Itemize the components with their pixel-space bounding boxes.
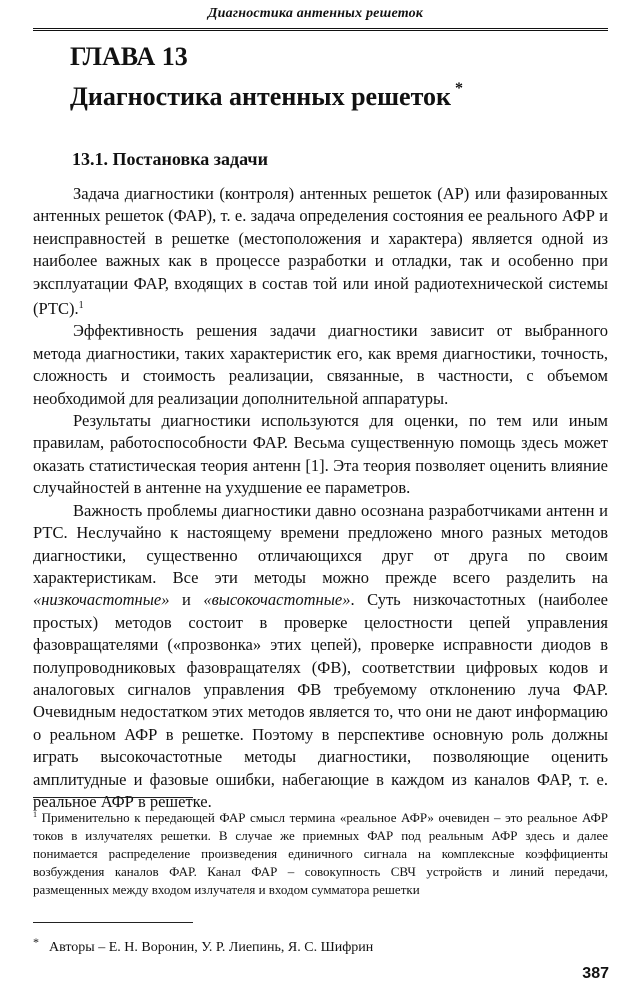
paragraph-4 xyxy=(33,500,608,814)
footnote-1 xyxy=(33,806,608,899)
paragraph-4-and: и xyxy=(169,590,204,610)
section-title: 13.1. Постановка задачи xyxy=(72,149,268,169)
term-high-frequency: «высокочастотные» xyxy=(203,590,351,610)
header-rule xyxy=(33,28,608,31)
chapter-title-text: Диагностика антенных решеток xyxy=(70,82,451,111)
authors-footnote xyxy=(33,932,608,958)
authors-text: Авторы – Е. Н. Воронин, У. Р. Лиепинь, Я. С. Шифрин xyxy=(49,940,374,955)
page-number: 387 xyxy=(582,965,609,982)
footnote-1-text: Применительно к передающей ФАР смысл термина «реальное АФР» очевиден – это реальное АФР токов в излучателях решетки. В случае же приемных ФАР под реальным АФР здесь и далее понимается распределение произведения единичного сигнала на комплексные коэффициенты возбуждения каналов ФАР. Канал ФАР – совокупность СВЧ устройств и линий передачи, размещенных между входом излучателя и входом сумматора решетки xyxy=(33,810,609,897)
paragraph-4-text-before: Важность проблемы диагностики давно осознана разработчиками антенн и РТС. Неслучайно к настоящему времени предложено много разных методов диагностики, существенно отличающихся друг от друга по своим характеристикам. Все эти методы можно прежде всего разделить на xyxy=(33,500,608,587)
running-header: Диагностика антенных решеток xyxy=(207,6,424,21)
paragraph-2: Эффективность решения задачи диагностики зависит от выбранного метода диагностики, таких характеристик его, как время диагностики, точность, сложность и стоимость реализации, связанные, в частности, с объемом необходимой для реализации дополнительной аппаратуры. xyxy=(33,321,608,408)
footnote-1-mark: 1 xyxy=(33,810,37,819)
paragraph-4-text-after: . Суть низкочастотных (наиболее простых) методов состоит в проверке целостности цепей управления фазовращателями («прозвонка» этих цепей), проверке исправности диодов в полупроводниковых фазовращателях (ФВ), соответствии цифровых кодов и аналоговых сигналов управления ФВ требуемому отклонению луча ФАР. Очевидным недостатком этих методов является то, что они не дают информацию о реальном АФР в решетке. Поэтому в перспективе основную роль должны играть высокочастотные методы диагностики, позволяющие оценить амплитудные и фазовые ошибки, набегающие в каждом из каналов ФАР, т. е. реальное АФР в решетке. xyxy=(33,590,608,811)
chapter-title xyxy=(70,74,463,112)
chapter-title-footnote-mark: * xyxy=(455,80,463,97)
paragraph-1 xyxy=(33,183,608,320)
term-low-frequency: «низкочастотные» xyxy=(33,590,170,610)
paragraph-3: Результаты диагностики используются для оценки, по тем или иным правилам, работоспособности ФАР. Весьма существенную помощь здесь может оказать статистическая теория антенн [1]. Эта теория позволяет оценить влияние случайностей в антенне на ухудшение ее параметров. xyxy=(33,411,608,498)
paragraph-1-text: Задача диагностики (контроля) антенных решеток (АР) или фазированных антенных решеток (ФАР), т. е. задача определения состояния ее реального АФР и неисправностей в решетке (местоположения и характера) является одной из наиболее важных как в процессе разработки и отладки, так и особенно при эксплуатации ФАР, входящих в состав той или иной радиотехнической системы (РТС). xyxy=(33,184,608,319)
body-text xyxy=(33,183,608,813)
chapter-label: ГЛАВА 13 xyxy=(70,42,188,71)
footnote-ref-1: 1 xyxy=(78,300,84,312)
authors-rule xyxy=(33,922,193,923)
footnote-rule xyxy=(33,797,193,798)
authors-footnote-mark: * xyxy=(33,935,39,949)
